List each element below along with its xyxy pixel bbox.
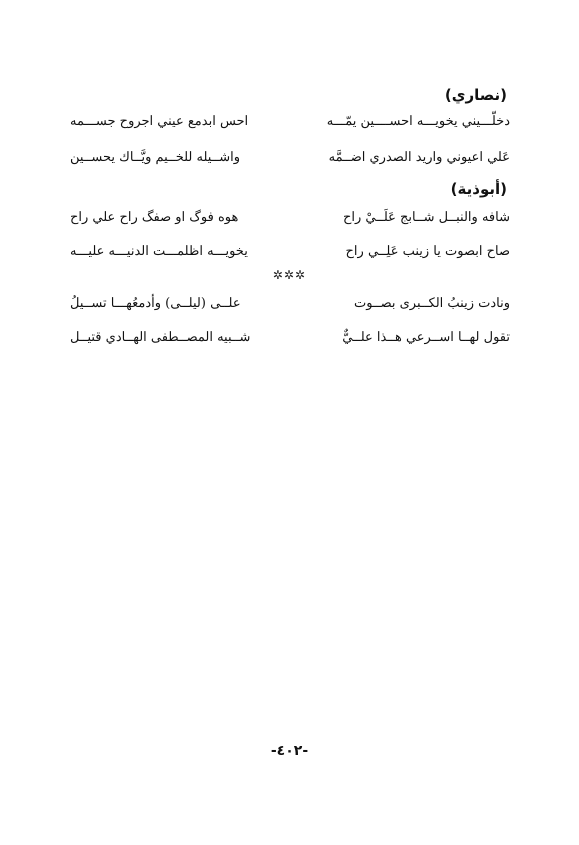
- verse-first-hemistich: صاح ابصوت يا زينب عَلِــي راح: [345, 244, 510, 259]
- section-heading-abudhiyya: (أبوذية): [450, 180, 507, 198]
- verse-first-hemistich: ونادت زينبُ الكــبرى بصــوت: [354, 296, 510, 311]
- verse-row: [70, 244, 510, 266]
- verse-first-hemistich: شافه والنبــل شــابج عَلَــيْ راح: [342, 210, 510, 225]
- verse-second-hemistich: واشــيله للخــيم ويَّــاك يحســين: [70, 150, 241, 165]
- verse-row: [70, 150, 510, 172]
- page-number: -٤٠٢-: [270, 743, 309, 759]
- section-heading-nasari: (نصاري): [444, 86, 507, 104]
- verse-second-hemistich: شــبيه المصــطفى الهــادي قتيــل: [70, 330, 251, 345]
- verse-second-hemistich: احس ابدمع عيني اجروح جســـمه: [70, 114, 249, 129]
- verse-first-hemistich: عَلي اعيوني واريد الصدري اضــمَّه: [328, 150, 510, 165]
- verse-row: [70, 210, 510, 232]
- verse-first-hemistich: تقول لهــا اســرعي هــذا علــيٌّ: [342, 330, 510, 345]
- verse-second-hemistich: هوه فوگ او صفگ راح علي راح: [70, 210, 239, 225]
- verse-row: [70, 296, 510, 318]
- verse-row: [70, 114, 510, 136]
- verse-second-hemistich: علــى (ليلــى) وأدمعُهـــا تســيلُ: [70, 296, 241, 311]
- verse-second-hemistich: يخويـــه اظلمـــت الدنيـــه عليـــه: [70, 244, 248, 259]
- ornament-divider: ✲✲✲: [272, 268, 307, 282]
- verse-first-hemistich: دخلّـــيني يخويـــه احســــين يمّـــه: [326, 114, 510, 129]
- verse-row: [70, 330, 510, 352]
